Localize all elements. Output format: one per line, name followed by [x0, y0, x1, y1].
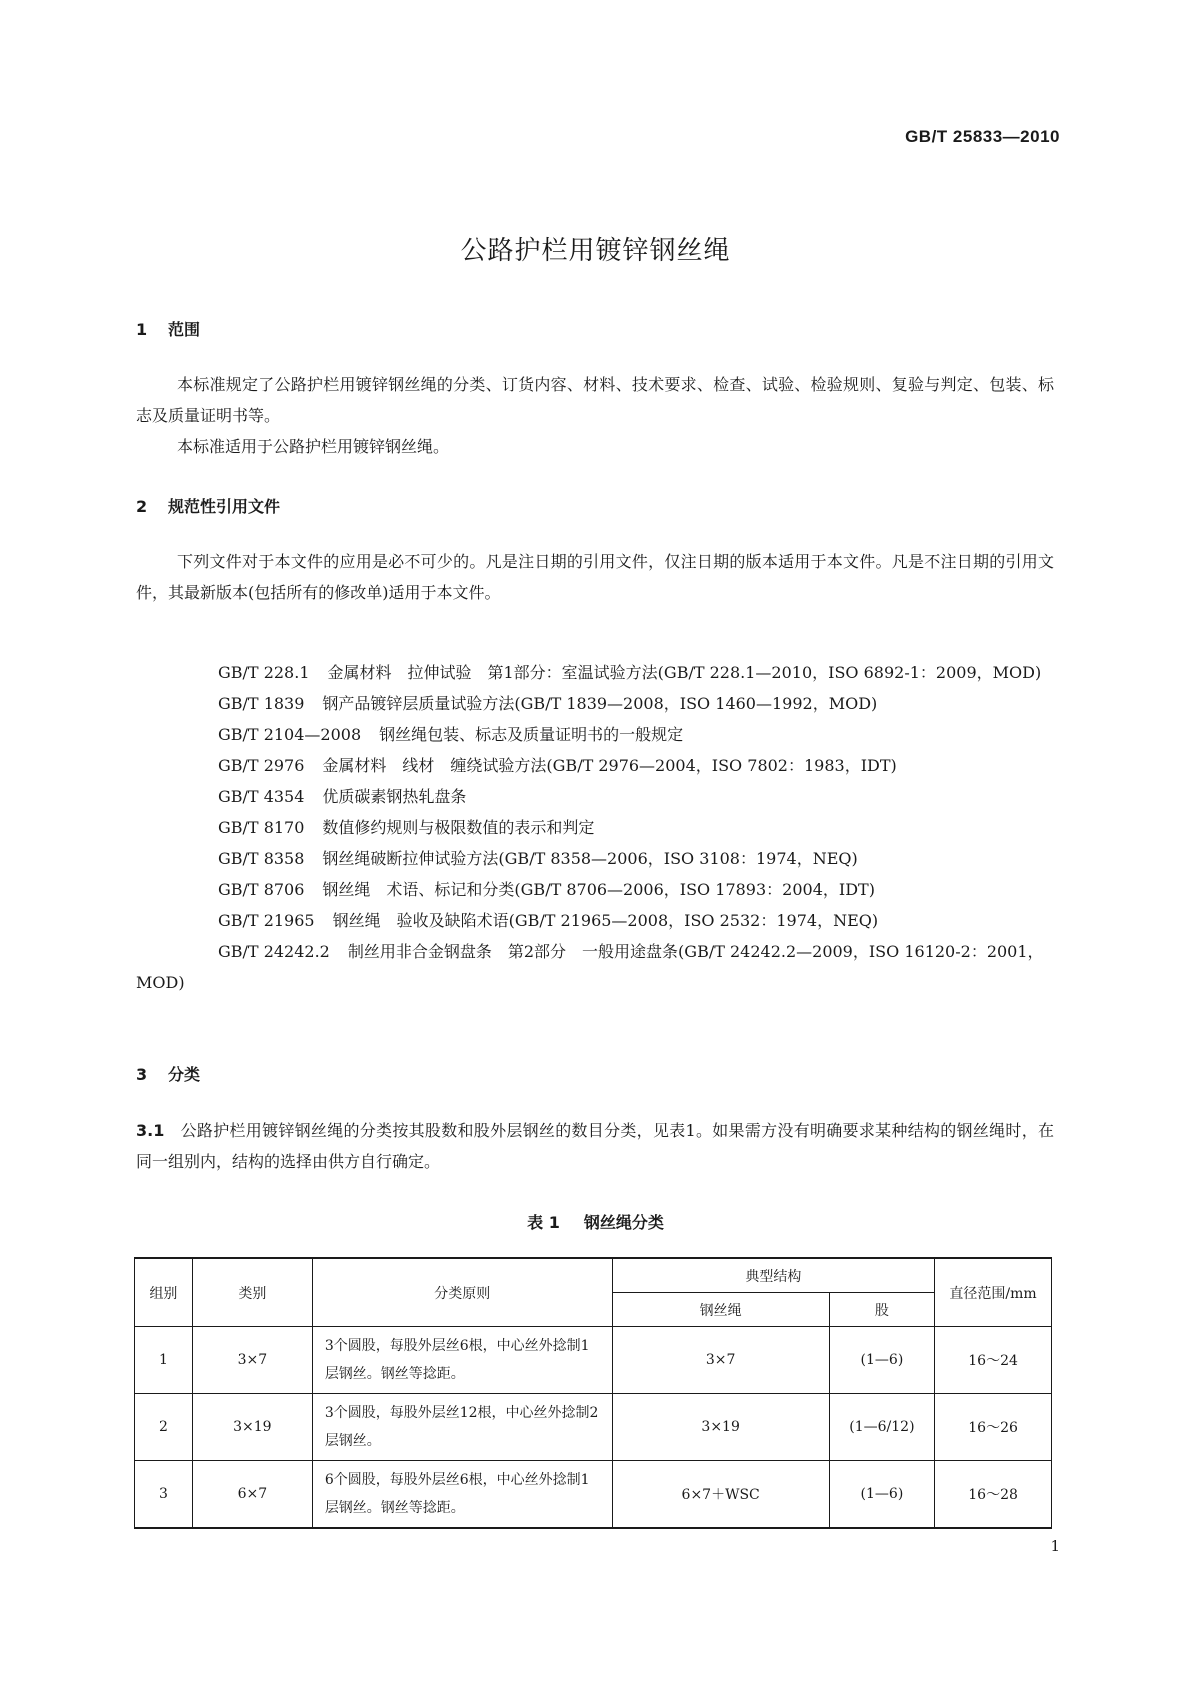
cell-group: 1: [135, 1327, 193, 1394]
reference-title: 钢丝绳包装、标志及质量证明书的一般规定: [379, 725, 684, 744]
header-group: 组别: [135, 1258, 193, 1327]
reference-title: 钢产品镀锌层质量试验方法(GB/T 1839—2008，ISO 1460—1992，MOD): [322, 694, 878, 713]
section-2-heading: [136, 494, 280, 517]
reference-item: [136, 843, 1054, 874]
section-2-intro: 下列文件对于本文件的应用是必不可少的。凡是注日期的引用文件，仅注日期的版本适用于本文件。凡是不注日期的引用文件，其最新版本(包括所有的修改单)适用于本文件。: [136, 552, 1054, 602]
reference-item: [136, 688, 1054, 719]
clause-3-1-number: 3.1: [136, 1121, 165, 1140]
reference-title: 制丝用非合金钢盘条 第2部分 一般用途盘条(GB/T 24242.2—2009，ISO 16120-2：2001，MOD): [136, 942, 1044, 992]
cell-diameter: 16～24: [935, 1327, 1052, 1394]
section-3-number: 3: [136, 1065, 148, 1084]
table-row: [135, 1327, 1052, 1394]
reference-code: GB/T 8358: [218, 849, 305, 868]
header-category: 类别: [192, 1258, 312, 1327]
rope-classification-table: [134, 1257, 1052, 1529]
cell-rope: 6×7＋WSC: [612, 1461, 829, 1529]
cell-category: 3×19: [192, 1394, 312, 1461]
reference-item: [136, 812, 1054, 843]
reference-code: GB/T 4354: [218, 787, 305, 806]
normative-reference-list: [136, 657, 1054, 998]
section-3-title: 分类: [168, 1065, 201, 1084]
header-rope: 钢丝绳: [612, 1293, 829, 1327]
cell-diameter: 16～28: [935, 1461, 1052, 1529]
section-2-title: 规范性引用文件: [168, 497, 281, 516]
cell-principle: 6个圆股，每股外层丝6根，中心丝外捻制1层钢丝。钢丝等捻距。: [312, 1461, 612, 1529]
reference-title: 数值修约规则与极限数值的表示和判定: [322, 818, 595, 837]
cell-rope: 3×19: [612, 1394, 829, 1461]
table-1-caption: [0, 1210, 1191, 1233]
table-1-number: 表 1: [527, 1213, 560, 1232]
reference-item: [136, 657, 1054, 688]
reference-title: 金属材料 线材 缠绕试验方法(GB/T 2976—2004，ISO 7802：1983，IDT): [322, 756, 897, 775]
cell-category: 3×7: [192, 1327, 312, 1394]
reference-code: GB/T 24242.2: [218, 942, 330, 961]
table-1-title: 钢丝绳分类: [583, 1213, 664, 1232]
section-1-heading: [136, 317, 200, 340]
reference-item: [136, 781, 1054, 812]
reference-code: GB/T 8170: [218, 818, 305, 837]
cell-group: 3: [135, 1461, 193, 1529]
reference-code: GB/T 8706: [218, 880, 305, 899]
cell-strand: (1—6/12): [829, 1394, 934, 1461]
reference-code: GB/T 2976: [218, 756, 305, 775]
table-row: [135, 1461, 1052, 1529]
reference-code: GB/T 228.1: [218, 663, 310, 682]
section-1-paragraph-2: 本标准适用于公路护栏用镀锌钢丝绳。: [177, 437, 450, 456]
table-row: [135, 1394, 1052, 1461]
section-3-heading: [136, 1062, 200, 1085]
section-2-number: 2: [136, 497, 148, 516]
reference-title: 金属材料 拉伸试验 第1部分：室温试验方法(GB/T 228.1—2010，ISO 6892-1：2009，MOD): [327, 663, 1042, 682]
header-strand: 股: [829, 1293, 934, 1327]
section-1-paragraph-1: 本标准规定了公路护栏用镀锌钢丝绳的分类、订货内容、材料、技术要求、检查、试验、检验规则、复验与判定、包装、标志及质量证明书等。: [136, 375, 1054, 425]
section-1-title: 范围: [168, 320, 201, 339]
reference-title: 钢丝绳破断拉伸试验方法(GB/T 8358—2006，ISO 3108：1974，NEQ): [322, 849, 858, 868]
cell-strand: (1—6): [829, 1327, 934, 1394]
reference-item: [136, 936, 1054, 998]
cell-group: 2: [135, 1394, 193, 1461]
cell-category: 6×7: [192, 1461, 312, 1529]
reference-code: GB/T 21965: [218, 911, 315, 930]
reference-title: 钢丝绳 验收及缺陷术语(GB/T 21965—2008，ISO 2532：1974，NEQ): [332, 911, 879, 930]
header-diameter: 直径范围/mm: [935, 1258, 1052, 1327]
document-title: 公路护栏用镀锌钢丝绳: [460, 236, 731, 266]
cell-principle: 3个圆股，每股外层丝12根，中心丝外捻制2层钢丝。: [312, 1394, 612, 1461]
reference-code: GB/T 2104—2008: [218, 725, 362, 744]
header-principle: 分类原则: [312, 1258, 612, 1327]
page-number: 1: [1050, 1537, 1060, 1555]
reference-code: GB/T 1839: [218, 694, 305, 713]
reference-item: [136, 719, 1054, 750]
header-typical-structure: 典型结构: [612, 1258, 935, 1293]
reference-title: 钢丝绳 术语、标记和分类(GB/T 8706—2006，ISO 17893：2004，IDT): [322, 880, 875, 899]
section-1-number: 1: [136, 320, 148, 339]
reference-item: [136, 874, 1054, 905]
cell-principle: 3个圆股，每股外层丝6根，中心丝外捻制1层钢丝。钢丝等捻距。: [312, 1327, 612, 1394]
cell-rope: 3×7: [612, 1327, 829, 1394]
standard-number: GB/T 25833—2010: [905, 127, 1060, 146]
reference-title: 优质碳素钢热轧盘条: [322, 787, 467, 806]
cell-diameter: 16～26: [935, 1394, 1052, 1461]
clause-3-1: [136, 1115, 1054, 1177]
cell-strand: (1—6): [829, 1461, 934, 1529]
clause-3-1-text: 公路护栏用镀锌钢丝绳的分类按其股数和股外层钢丝的数目分类，见表1。如果需方没有明确要求某种结构的钢丝绳时，在同一组别内，结构的选择由供方自行确定。: [136, 1121, 1054, 1171]
reference-item: [136, 750, 1054, 781]
reference-item: [136, 905, 1054, 936]
